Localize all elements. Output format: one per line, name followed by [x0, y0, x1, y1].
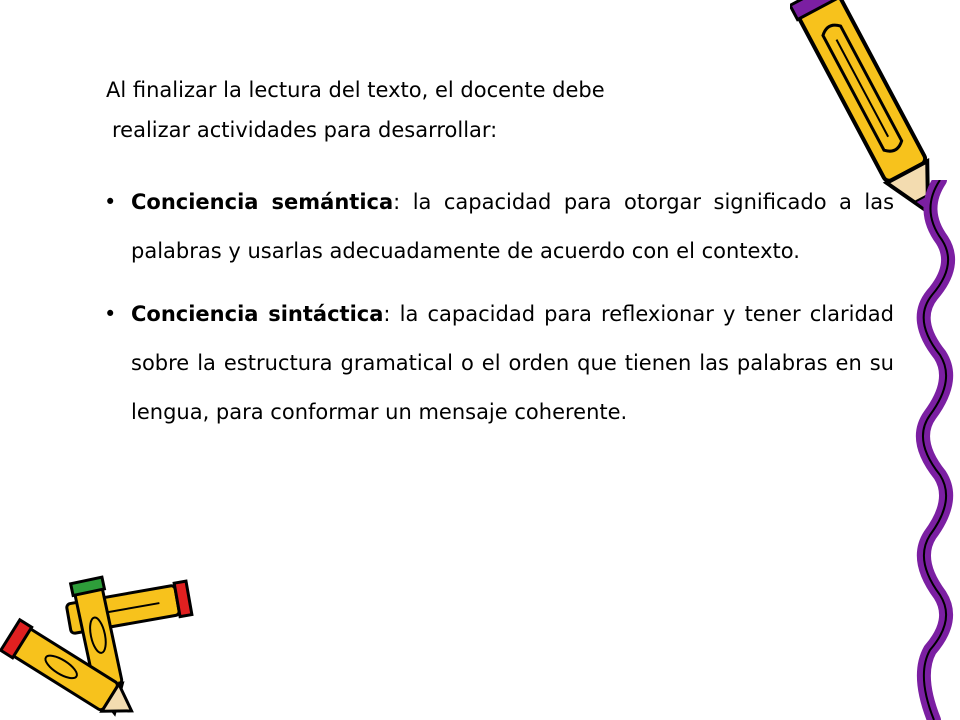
bullet-separator: : — [383, 302, 391, 326]
bullet-semantic-awareness — [104, 178, 894, 276]
bullet-dot-icon: • — [104, 190, 117, 214]
bullet-term: Conciencia semántica — [131, 190, 394, 214]
wavy-border-icon — [900, 180, 960, 720]
intro-line-1: Al finalizar la lectura del texto, el docente debe — [106, 78, 605, 102]
bullet-text: la capacidad para reflexionar y tener claridad sobre la estructura gramatical o el orden que tienen las palabras en su lengua, para conformar un mensaje coherente. — [131, 302, 894, 424]
intro-line-2 — [106, 110, 806, 150]
bullet-syntactic-awareness — [104, 290, 894, 437]
bullet-list — [104, 178, 894, 451]
crayons-clipart-icon — [0, 575, 200, 720]
intro-line-2-text: realizar actividades para desarrollar: — [112, 118, 498, 142]
bullet-term: Conciencia sintáctica — [131, 302, 384, 326]
bullet-text: la capacidad para otorgar significado a las palabras y usarlas adecuadamente de acuerdo con el contexto. — [131, 190, 895, 263]
bullet-separator: : — [393, 190, 401, 214]
bullet-dot-icon: • — [104, 302, 117, 326]
intro-text — [106, 70, 806, 150]
